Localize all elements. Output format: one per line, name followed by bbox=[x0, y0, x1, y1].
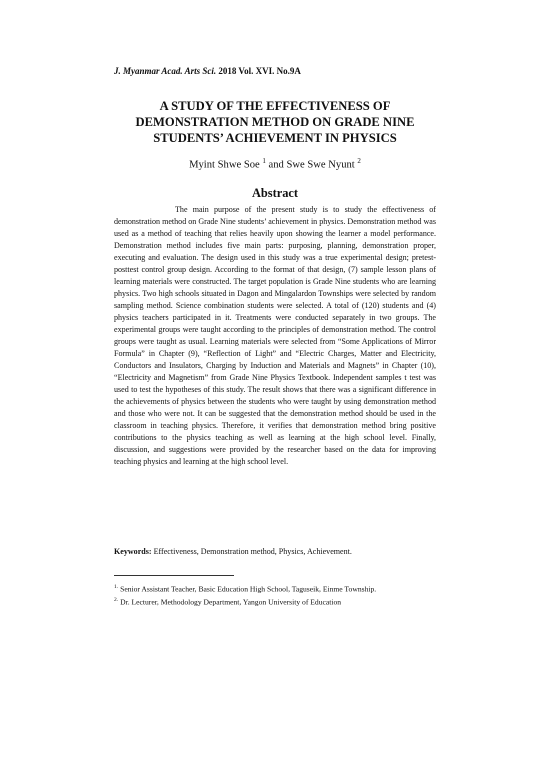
title-line: STUDENTS’ ACHIEVEMENT IN PHYSICS bbox=[153, 131, 397, 145]
journal-name: J. Myanmar Acad. Arts Sci. bbox=[114, 66, 217, 76]
title-line: A STUDY OF THE EFFECTIVENESS OF bbox=[159, 99, 391, 113]
author-name: Swe Swe Nyunt bbox=[286, 159, 355, 171]
author-footnote-mark: 1 bbox=[262, 157, 266, 165]
keywords-line: Keywords: Effectiveness, Demonstration method, Physics, Achievement. bbox=[114, 547, 352, 556]
abstract-body: The main purpose of the present study is to study the effectiveness of demonstration method on Grade Nine students’ achievement in physics. Demonstration method was used as a method of teaching that relies heavily upon showing the learner a model performance. Demonstration method includes five main parts: purposing, planning, demonstration proper, executing and evaluation. The design used in this study was a true experimental design; pretest-posttest control group design. According to the format of that design, (7) sample lesson plans of learning materials were constructed. The target population is Grade Nine students who are learning physics. Two high schools situated in Dagon and Mingalardon Townships were selected by random sampling method. Science combination students were selected. A total of (120) students and (4) physics teachers participated in it. Treatments were conducted separately in two groups. The experimental groups were taught according to the principles of demonstration method. The control groups were taught as usual. Learning materials were selected from “Some Applications of Mirror Formula” in Chapter (9), “Reflection of Light” and “Electric Charges, Matter and Electricity, Conductors and Insulators, Charging by Induction and Materials and Magnets” in Chapter (10), “Electricity and Magnetism” from Grade Nine Physics Textbook. Independent samples t test was used to test the hypotheses of this study. The result shows that there was a significant difference in the achievements of physics between the students who were taught by using demonstration method and those who were not. It can be suggested that the demonstration method should be used in the classroom in teaching physics. Therefore, it verifies that demonstration method bring positive contributions to the physics teaching as well as learning at the high school level. Finally, discussion, and suggestions were provided by the researcher based on the data for improving teaching physics and learning at the high school level. bbox=[114, 205, 436, 466]
footnote-mark: 2. bbox=[114, 597, 119, 603]
title-line: DEMONSTRATION METHOD ON GRADE NINE bbox=[135, 115, 415, 129]
footnote-text: Senior Assistant Teacher, Basic Education High School, Taguseik, Einme Township. bbox=[120, 584, 377, 594]
author-line bbox=[100, 157, 450, 171]
footnote-mark: 1. bbox=[114, 584, 119, 590]
paper-title bbox=[100, 98, 450, 146]
keywords-label: Keywords bbox=[114, 547, 149, 556]
journal-volume: 2018 Vol. XVI. No.9A bbox=[218, 66, 301, 76]
footnote bbox=[114, 597, 341, 607]
author-name: Myint Shwe Soe bbox=[189, 159, 260, 171]
author-joiner: and bbox=[268, 159, 284, 171]
footnote-divider bbox=[114, 575, 234, 576]
author-footnote-mark: 2 bbox=[357, 157, 361, 165]
footnote bbox=[114, 584, 376, 594]
abstract-heading: Abstract bbox=[251, 186, 299, 200]
keywords-text: Effectiveness, Demonstration method, Physics, Achievement. bbox=[153, 547, 352, 556]
journal-header bbox=[114, 66, 301, 76]
footnote-text: Dr. Lecturer, Methodology Department, Yangon University of Education bbox=[120, 597, 342, 607]
